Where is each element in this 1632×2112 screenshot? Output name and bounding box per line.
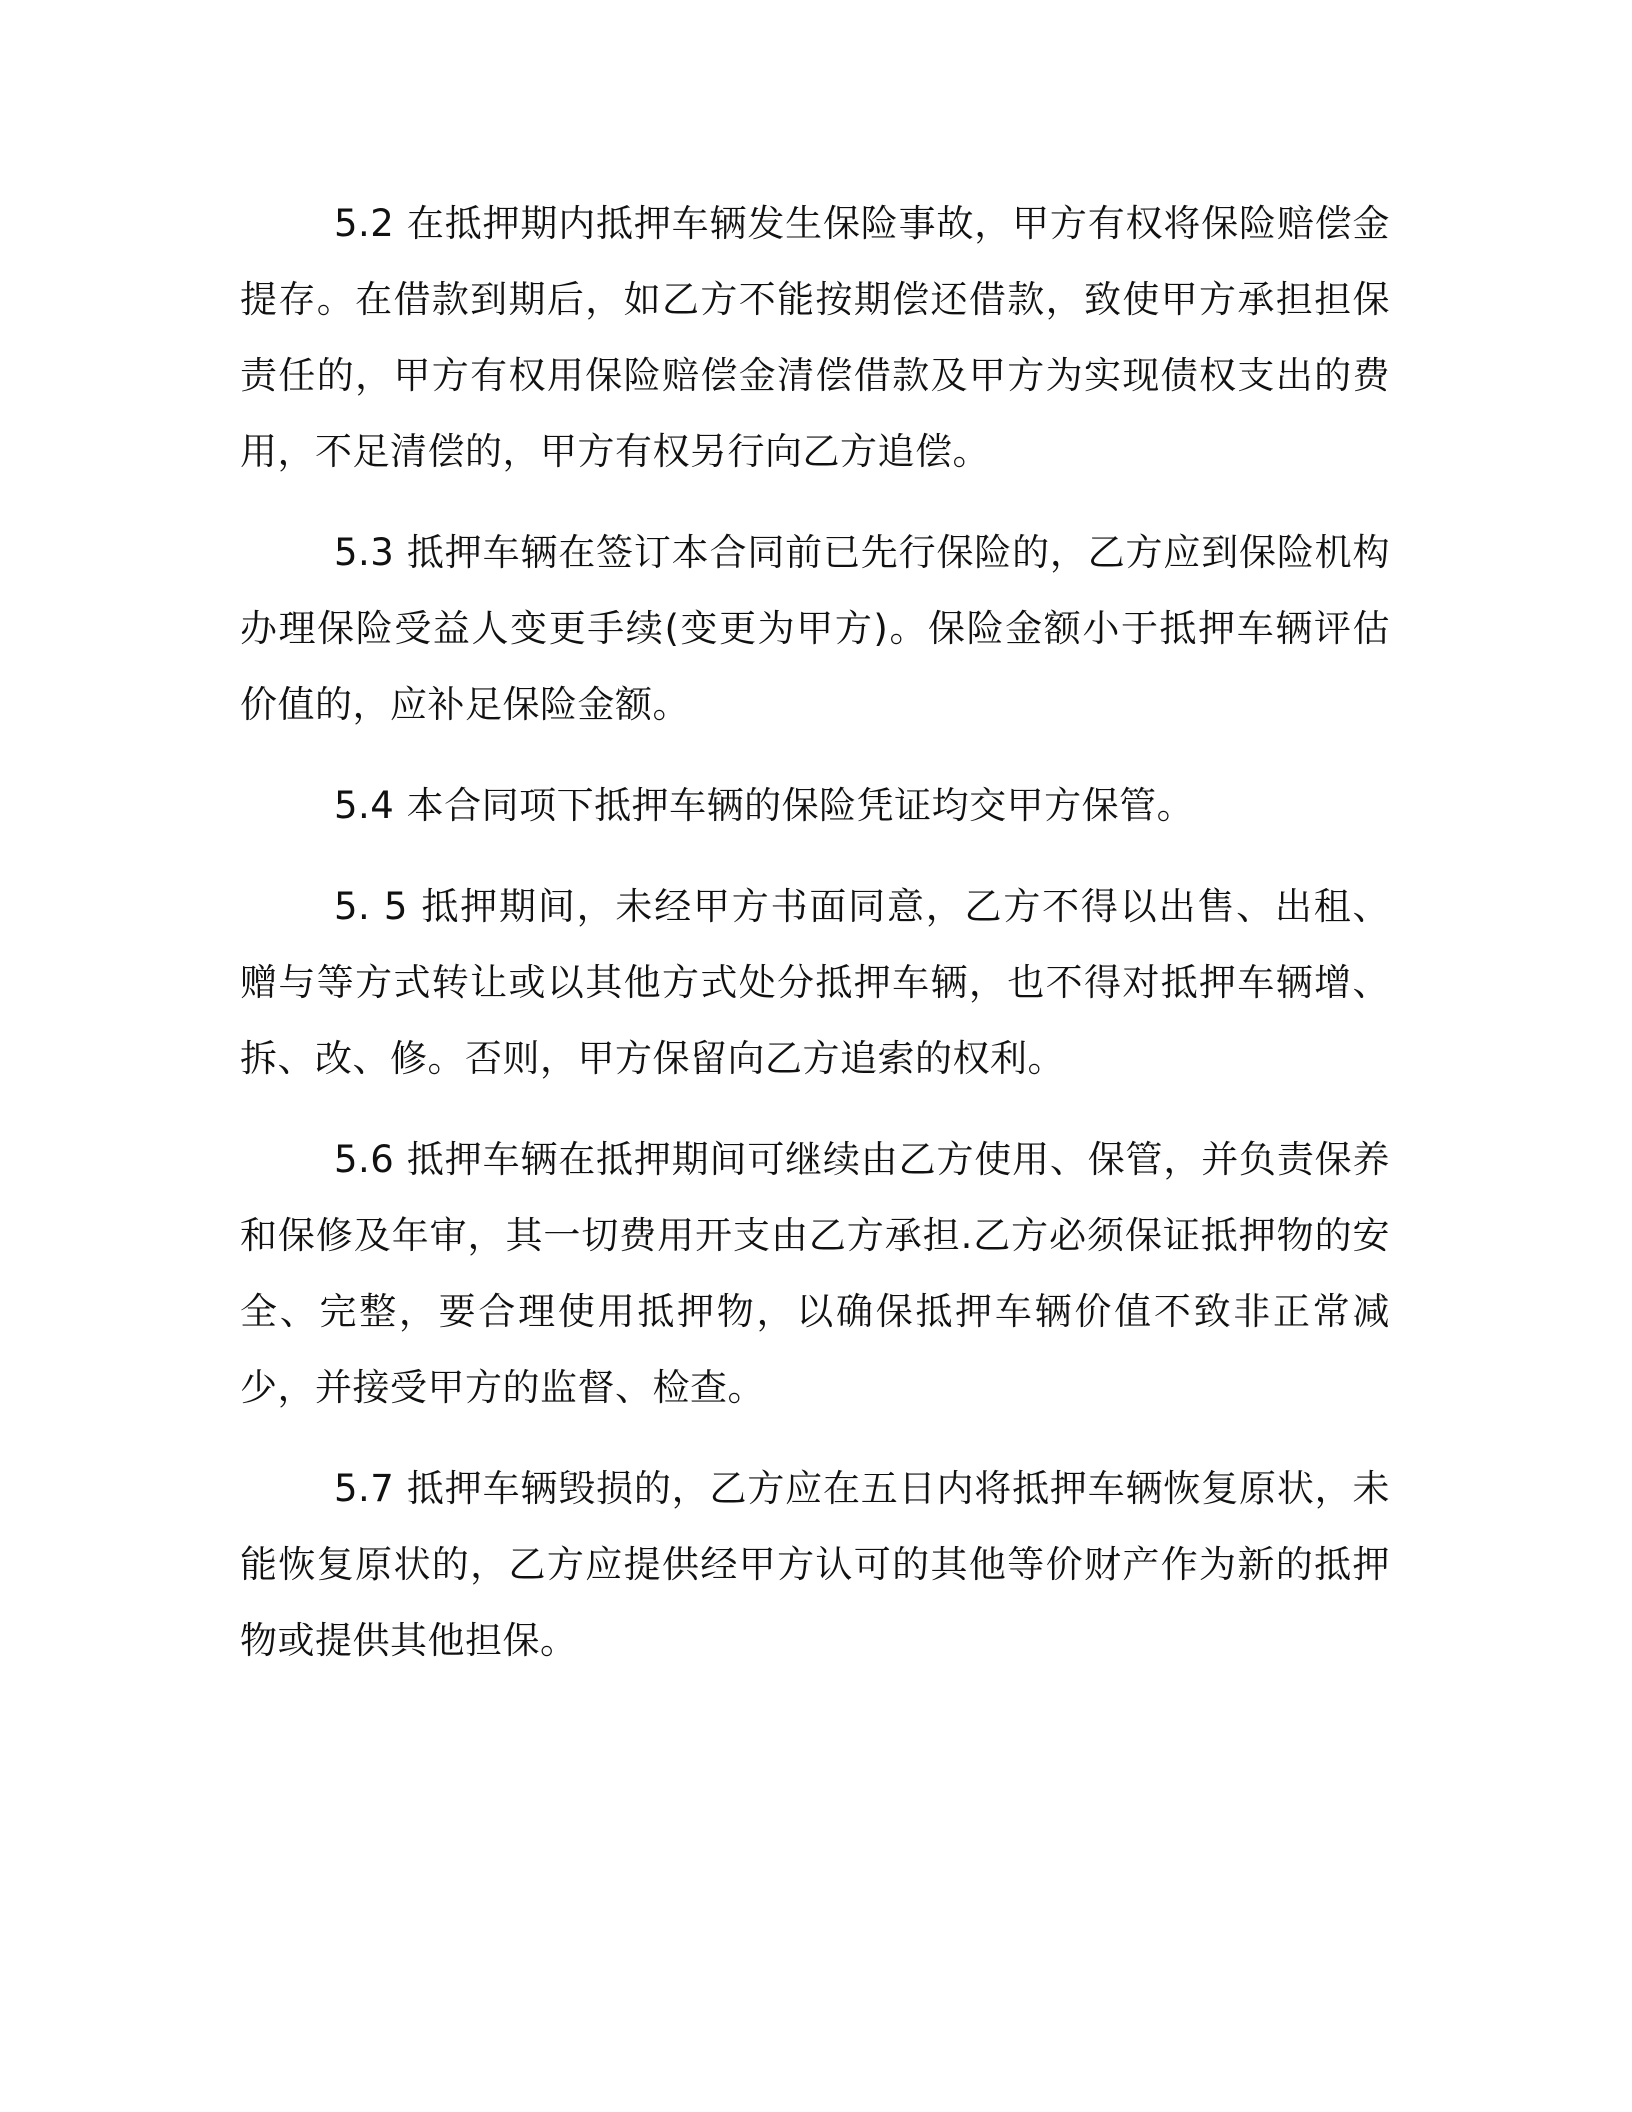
clause-5-6: 5.6 抵押车辆在抵押期间可继续由乙方使用、保管，并负责保养和保修及年审，其一切费用开支由乙方承担.乙方必须保证抵押物的安全、完整，要合理使用抵押物，以确保抵押车辆价值不致非正常减少，并接受甲方的监督、检查。 [240,1138,1390,1409]
document-page [240,186,1390,1704]
clause-5-4: 5.4 本合同项下抵押车辆的保险凭证均交甲方保管。 [334,784,1195,827]
clause-5-5: 5. 5 抵押期间，未经甲方书面同意，乙方不得以出售、出租、赠与等方式转让或以其他方式处分抵押车辆，也不得对抵押车辆增、拆、改、修。否则，甲方保留向乙方追索的权利。 [240,885,1390,1080]
clause-5-3: 5.3 抵押车辆在签订本合同前已先行保险的，乙方应到保险机构办理保险受益人变更手续(变更为甲方)。保险金额小于抵押车辆评估价值的，应补足保险金额。 [240,531,1390,726]
clause-5-7: 5.7 抵押车辆毁损的，乙方应在五日内将抵押车辆恢复原状，未能恢复原状的，乙方应提供经甲方认可的其他等价财产作为新的抵押物或提供其他担保。 [240,1467,1390,1662]
clause-5-2: 5.2 在抵押期内抵押车辆发生保险事故，甲方有权将保险赔偿金提存。在借款到期后，如乙方不能按期偿还借款，致使甲方承担担保责任的，甲方有权用保险赔偿金清偿借款及甲方为实现债权支出的费用，不足清偿的，甲方有权另行向乙方追偿。 [240,202,1390,473]
